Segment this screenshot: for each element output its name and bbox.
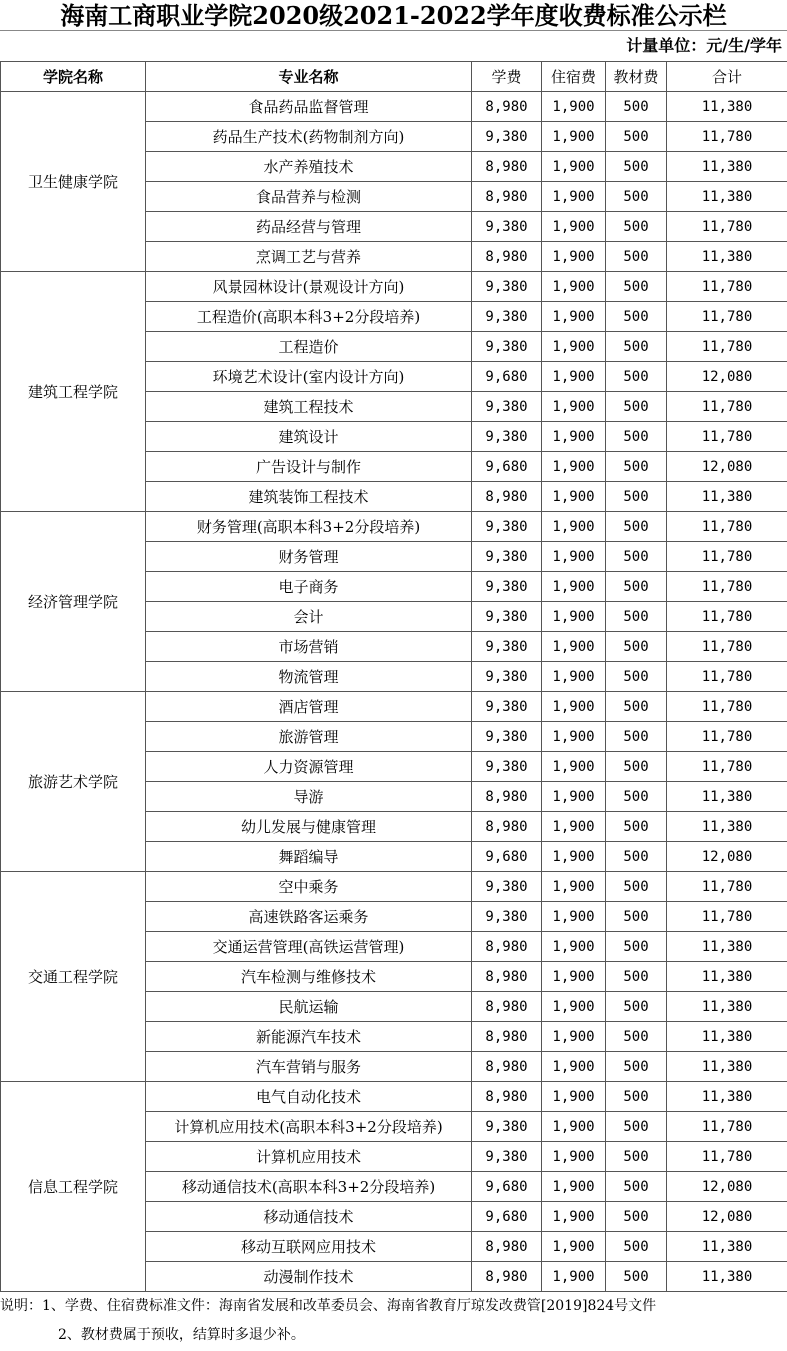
header-row [1, 62, 787, 92]
total-cell: 11,780 [667, 572, 787, 602]
textbook-fee-cell: 500 [606, 1262, 667, 1292]
textbook-fee-cell: 500 [606, 152, 667, 182]
major-name-cell: 药品生产技术(药物制剂方向) [146, 122, 472, 152]
college-name-cell: 旅游艺术学院 [1, 692, 146, 872]
textbook-fee-cell: 500 [606, 182, 667, 212]
major-name-cell: 建筑设计 [146, 422, 472, 452]
major-name-cell: 物流管理 [146, 662, 472, 692]
dorm-fee-cell: 1,900 [542, 872, 606, 902]
dorm-fee-cell: 1,900 [542, 332, 606, 362]
tuition-cell: 9,680 [472, 1202, 542, 1232]
major-name-cell: 人力资源管理 [146, 752, 472, 782]
total-cell: 12,080 [667, 1202, 787, 1232]
tuition-cell: 9,380 [472, 572, 542, 602]
total-cell: 11,380 [667, 152, 787, 182]
textbook-fee-cell: 500 [606, 92, 667, 122]
dorm-fee-cell: 1,900 [542, 272, 606, 302]
total-cell: 11,380 [667, 1022, 787, 1052]
college-name-cell: 建筑工程学院 [1, 272, 146, 512]
major-name-cell: 移动通信技术 [146, 1202, 472, 1232]
textbook-fee-cell: 500 [606, 332, 667, 362]
tuition-cell: 8,980 [472, 782, 542, 812]
dorm-fee-cell: 1,900 [542, 722, 606, 752]
dorm-fee-cell: 1,900 [542, 602, 606, 632]
tuition-cell: 8,980 [472, 152, 542, 182]
total-cell: 11,780 [667, 512, 787, 542]
textbook-fee-cell: 500 [606, 842, 667, 872]
dorm-fee-cell: 1,900 [542, 302, 606, 332]
textbook-fee-cell: 500 [606, 932, 667, 962]
total-cell: 11,380 [667, 782, 787, 812]
total-cell: 11,780 [667, 692, 787, 722]
fee-table-body [1, 92, 787, 1292]
major-name-cell: 计算机应用技术 [146, 1142, 472, 1172]
tuition-cell: 9,680 [472, 1172, 542, 1202]
major-name-cell: 幼儿发展与健康管理 [146, 812, 472, 842]
total-cell: 11,780 [667, 752, 787, 782]
header-textbook: 教材费 [606, 62, 667, 92]
textbook-fee-cell: 500 [606, 1142, 667, 1172]
tuition-cell: 8,980 [472, 962, 542, 992]
dorm-fee-cell: 1,900 [542, 1112, 606, 1142]
total-cell: 11,380 [667, 1082, 787, 1112]
tuition-cell: 9,380 [472, 302, 542, 332]
major-name-cell: 环境艺术设计(室内设计方向) [146, 362, 472, 392]
textbook-fee-cell: 500 [606, 812, 667, 842]
major-name-cell: 财务管理 [146, 542, 472, 572]
tuition-cell: 9,380 [472, 1142, 542, 1172]
total-cell: 12,080 [667, 1172, 787, 1202]
major-name-cell: 民航运输 [146, 992, 472, 1022]
tuition-cell: 9,380 [472, 752, 542, 782]
textbook-fee-cell: 500 [606, 272, 667, 302]
dorm-fee-cell: 1,900 [542, 1202, 606, 1232]
header-tuition: 学费 [472, 62, 542, 92]
total-cell: 11,380 [667, 482, 787, 512]
textbook-fee-cell: 500 [606, 1232, 667, 1262]
major-name-cell: 计算机应用技术(高职本科3+2分段培养) [146, 1112, 472, 1142]
major-name-cell: 酒店管理 [146, 692, 472, 722]
major-name-cell: 食品药品监督管理 [146, 92, 472, 122]
major-name-cell: 工程造价(高职本科3+2分段培养) [146, 302, 472, 332]
tuition-cell: 9,380 [472, 542, 542, 572]
total-cell: 11,780 [667, 302, 787, 332]
major-name-cell: 电气自动化技术 [146, 1082, 472, 1112]
total-cell: 11,780 [667, 122, 787, 152]
dorm-fee-cell: 1,900 [542, 392, 606, 422]
major-name-cell: 工程造价 [146, 332, 472, 362]
tuition-cell: 8,980 [472, 92, 542, 122]
major-name-cell: 导游 [146, 782, 472, 812]
major-name-cell: 建筑工程技术 [146, 392, 472, 422]
tuition-cell: 9,380 [472, 602, 542, 632]
textbook-fee-cell: 500 [606, 512, 667, 542]
textbook-fee-cell: 500 [606, 542, 667, 572]
textbook-fee-cell: 500 [606, 992, 667, 1022]
dorm-fee-cell: 1,900 [542, 1262, 606, 1292]
tuition-cell: 8,980 [472, 932, 542, 962]
table-row [1, 92, 787, 122]
dorm-fee-cell: 1,900 [542, 1022, 606, 1052]
total-cell: 11,380 [667, 932, 787, 962]
total-cell: 11,780 [667, 872, 787, 902]
total-cell: 12,080 [667, 842, 787, 872]
dorm-fee-cell: 1,900 [542, 1172, 606, 1202]
total-cell: 11,380 [667, 1262, 787, 1292]
major-name-cell: 广告设计与制作 [146, 452, 472, 482]
dorm-fee-cell: 1,900 [542, 512, 606, 542]
major-name-cell: 建筑装饰工程技术 [146, 482, 472, 512]
textbook-fee-cell: 500 [606, 122, 667, 152]
header-dorm: 住宿费 [542, 62, 606, 92]
tuition-cell: 8,980 [472, 1052, 542, 1082]
total-cell: 11,780 [667, 542, 787, 572]
textbook-fee-cell: 500 [606, 362, 667, 392]
major-name-cell: 会计 [146, 602, 472, 632]
dorm-fee-cell: 1,900 [542, 182, 606, 212]
textbook-fee-cell: 500 [606, 1172, 667, 1202]
textbook-fee-cell: 500 [606, 482, 667, 512]
table-row [1, 872, 787, 902]
tuition-cell: 9,380 [472, 872, 542, 902]
textbook-fee-cell: 500 [606, 392, 667, 422]
tuition-cell: 9,380 [472, 632, 542, 662]
total-cell: 11,780 [667, 272, 787, 302]
dorm-fee-cell: 1,900 [542, 962, 606, 992]
total-cell: 11,380 [667, 812, 787, 842]
total-cell: 11,380 [667, 182, 787, 212]
tuition-cell: 8,980 [472, 182, 542, 212]
textbook-fee-cell: 500 [606, 902, 667, 932]
textbook-fee-cell: 500 [606, 212, 667, 242]
tuition-cell: 9,380 [472, 272, 542, 302]
major-name-cell: 舞蹈编导 [146, 842, 472, 872]
total-cell: 11,380 [667, 962, 787, 992]
total-cell: 11,780 [667, 902, 787, 932]
header-college: 学院名称 [1, 62, 146, 92]
dorm-fee-cell: 1,900 [542, 662, 606, 692]
textbook-fee-cell: 500 [606, 752, 667, 782]
dorm-fee-cell: 1,900 [542, 992, 606, 1022]
table-row [1, 692, 787, 722]
total-cell: 11,380 [667, 242, 787, 272]
major-name-cell: 交通运营管理(高铁运营管理) [146, 932, 472, 962]
dorm-fee-cell: 1,900 [542, 752, 606, 782]
textbook-fee-cell: 500 [606, 962, 667, 992]
tuition-cell: 9,380 [472, 122, 542, 152]
textbook-fee-cell: 500 [606, 722, 667, 752]
dorm-fee-cell: 1,900 [542, 452, 606, 482]
major-name-cell: 空中乘务 [146, 872, 472, 902]
major-name-cell: 财务管理(高职本科3+2分段培养) [146, 512, 472, 542]
notes [0, 1292, 787, 1350]
dorm-fee-cell: 1,900 [542, 782, 606, 812]
dorm-fee-cell: 1,900 [542, 362, 606, 392]
textbook-fee-cell: 500 [606, 1022, 667, 1052]
total-cell: 12,080 [667, 452, 787, 482]
dorm-fee-cell: 1,900 [542, 1232, 606, 1262]
major-name-cell: 新能源汽车技术 [146, 1022, 472, 1052]
textbook-fee-cell: 500 [606, 602, 667, 632]
dorm-fee-cell: 1,900 [542, 242, 606, 272]
fee-table [0, 61, 787, 1292]
total-cell: 11,780 [667, 602, 787, 632]
total-cell: 11,780 [667, 722, 787, 752]
note-line: 说明：1、学费、住宿费标准文件：海南省发展和改革委员会、海南省教育厅琼发改费管[2019]824号文件 [0, 1298, 657, 1314]
header-total: 合计 [667, 62, 787, 92]
major-name-cell: 汽车检测与维修技术 [146, 962, 472, 992]
college-name-cell: 交通工程学院 [1, 872, 146, 1082]
college-name-cell: 经济管理学院 [1, 512, 146, 692]
total-cell: 11,780 [667, 1142, 787, 1172]
tuition-cell: 8,980 [472, 1232, 542, 1262]
textbook-fee-cell: 500 [606, 872, 667, 902]
textbook-fee-cell: 500 [606, 782, 667, 812]
textbook-fee-cell: 500 [606, 692, 667, 722]
textbook-fee-cell: 500 [606, 452, 667, 482]
total-cell: 11,380 [667, 992, 787, 1022]
table-row [1, 512, 787, 542]
tuition-cell: 9,380 [472, 392, 542, 422]
total-cell: 11,780 [667, 662, 787, 692]
total-cell: 12,080 [667, 362, 787, 392]
total-cell: 11,780 [667, 392, 787, 422]
textbook-fee-cell: 500 [606, 422, 667, 452]
major-name-cell: 电子商务 [146, 572, 472, 602]
textbook-fee-cell: 500 [606, 1052, 667, 1082]
major-name-cell: 水产养殖技术 [146, 152, 472, 182]
tuition-cell: 9,680 [472, 842, 542, 872]
tuition-cell: 8,980 [472, 482, 542, 512]
header-major: 专业名称 [146, 62, 472, 92]
textbook-fee-cell: 500 [606, 662, 667, 692]
dorm-fee-cell: 1,900 [542, 122, 606, 152]
dorm-fee-cell: 1,900 [542, 572, 606, 602]
tuition-cell: 9,380 [472, 722, 542, 752]
dorm-fee-cell: 1,900 [542, 1142, 606, 1172]
tuition-cell: 9,380 [472, 512, 542, 542]
dorm-fee-cell: 1,900 [542, 152, 606, 182]
dorm-fee-cell: 1,900 [542, 422, 606, 452]
tuition-cell: 8,980 [472, 992, 542, 1022]
total-cell: 11,780 [667, 1112, 787, 1142]
tuition-cell: 8,980 [472, 242, 542, 272]
tuition-cell: 9,380 [472, 422, 542, 452]
major-name-cell: 移动通信技术(高职本科3+2分段培养) [146, 1172, 472, 1202]
total-cell: 11,380 [667, 92, 787, 122]
dorm-fee-cell: 1,900 [542, 692, 606, 722]
textbook-fee-cell: 500 [606, 242, 667, 272]
textbook-fee-cell: 500 [606, 632, 667, 662]
dorm-fee-cell: 1,900 [542, 212, 606, 242]
dorm-fee-cell: 1,900 [542, 842, 606, 872]
textbook-fee-cell: 500 [606, 1112, 667, 1142]
tuition-cell: 9,380 [472, 332, 542, 362]
tuition-cell: 8,980 [472, 1022, 542, 1052]
tuition-cell: 9,380 [472, 902, 542, 932]
major-name-cell: 旅游管理 [146, 722, 472, 752]
total-cell: 11,780 [667, 632, 787, 662]
page-title: 海南工商职业学院2020级2021-2022学年度收费标准公示栏 [0, 0, 787, 31]
major-name-cell: 动漫制作技术 [146, 1262, 472, 1292]
textbook-fee-cell: 500 [606, 302, 667, 332]
college-name-cell: 卫生健康学院 [1, 92, 146, 272]
unit-label: 计量单位：元/生/学年 [626, 36, 782, 55]
major-name-cell: 食品营养与检测 [146, 182, 472, 212]
table-row [1, 272, 787, 302]
major-name-cell: 高速铁路客运乘务 [146, 902, 472, 932]
major-name-cell: 汽车营销与服务 [146, 1052, 472, 1082]
dorm-fee-cell: 1,900 [542, 632, 606, 662]
dorm-fee-cell: 1,900 [542, 932, 606, 962]
tuition-cell: 9,680 [472, 452, 542, 482]
tuition-cell: 8,980 [472, 1082, 542, 1112]
major-name-cell: 烹调工艺与营养 [146, 242, 472, 272]
major-name-cell: 市场营销 [146, 632, 472, 662]
tuition-cell: 8,980 [472, 1262, 542, 1292]
major-name-cell: 移动互联网应用技术 [146, 1232, 472, 1262]
dorm-fee-cell: 1,900 [542, 542, 606, 572]
total-cell: 11,780 [667, 212, 787, 242]
dorm-fee-cell: 1,900 [542, 812, 606, 842]
major-name-cell: 风景园林设计(景观设计方向) [146, 272, 472, 302]
major-name-cell: 药品经营与管理 [146, 212, 472, 242]
tuition-cell: 9,380 [472, 212, 542, 242]
dorm-fee-cell: 1,900 [542, 1082, 606, 1112]
tuition-cell: 9,380 [472, 662, 542, 692]
dorm-fee-cell: 1,900 [542, 1052, 606, 1082]
dorm-fee-cell: 1,900 [542, 482, 606, 512]
total-cell: 11,380 [667, 1232, 787, 1262]
dorm-fee-cell: 1,900 [542, 902, 606, 932]
tuition-cell: 9,680 [472, 362, 542, 392]
tuition-cell: 9,380 [472, 692, 542, 722]
dorm-fee-cell: 1,900 [542, 92, 606, 122]
total-cell: 11,380 [667, 1052, 787, 1082]
textbook-fee-cell: 500 [606, 1202, 667, 1232]
textbook-fee-cell: 500 [606, 1082, 667, 1112]
table-row [1, 1082, 787, 1112]
total-cell: 11,780 [667, 332, 787, 362]
tuition-cell: 9,380 [472, 1112, 542, 1142]
note-line: 2、教材费属于预收，结算时多退少补。 [58, 1327, 305, 1343]
textbook-fee-cell: 500 [606, 572, 667, 602]
tuition-cell: 8,980 [472, 812, 542, 842]
college-name-cell: 信息工程学院 [1, 1082, 146, 1292]
total-cell: 11,780 [667, 422, 787, 452]
